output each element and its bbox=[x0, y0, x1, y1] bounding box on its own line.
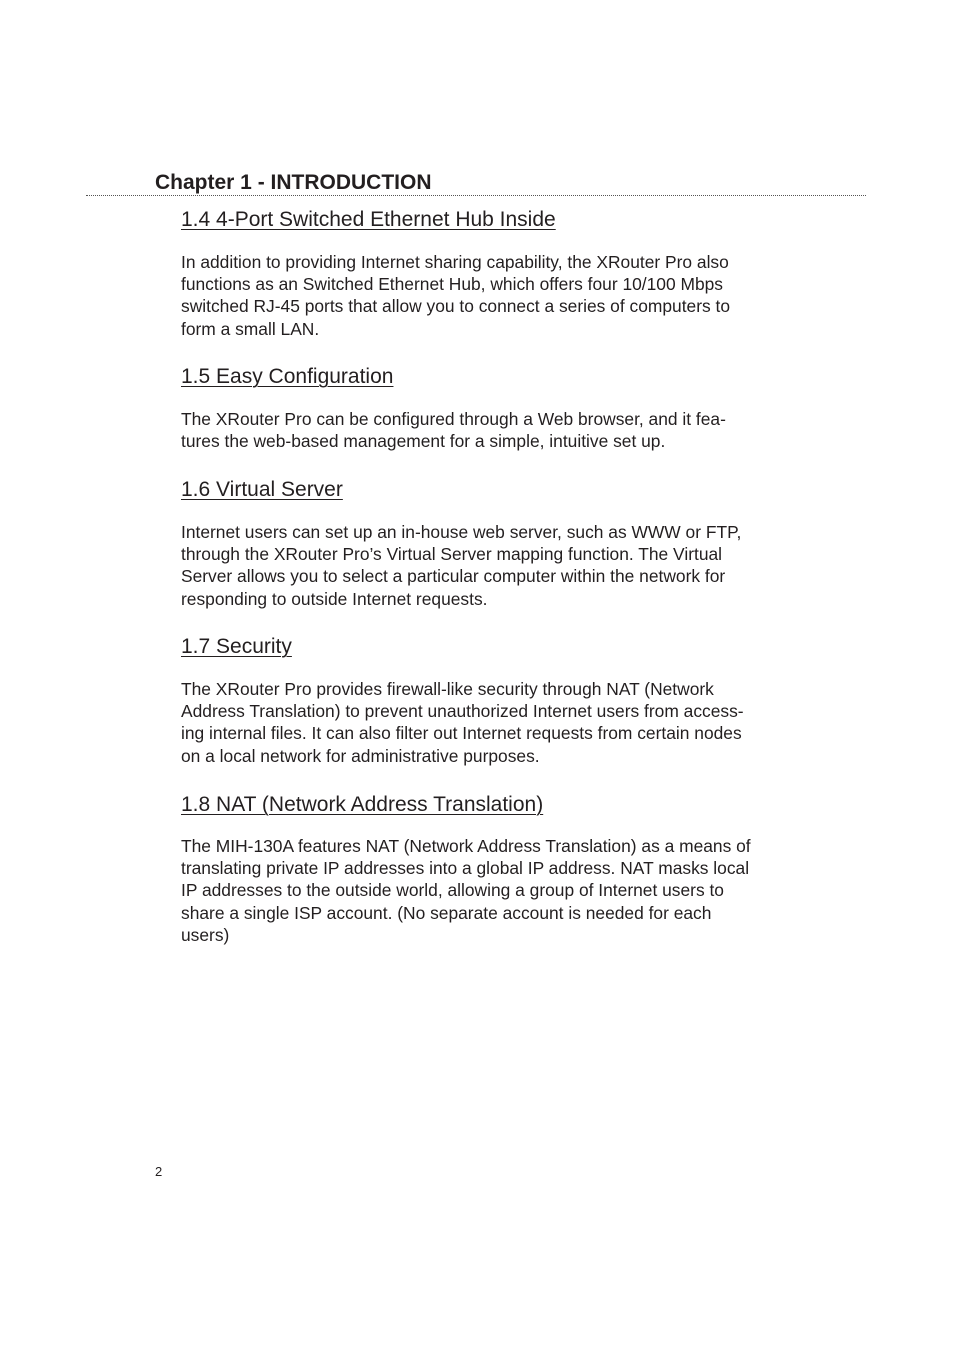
body-line: IP addresses to the outside world, allowing a group of Internet users to bbox=[181, 880, 724, 901]
section-heading-nat: 1.8 NAT (Network Address Translation) bbox=[181, 793, 544, 816]
section-heading-configuration: 1.5 Easy Configuration bbox=[181, 365, 394, 388]
body-line: translating private IP addresses into a global IP address. NAT masks local bbox=[181, 858, 750, 879]
body-line: form a small LAN. bbox=[181, 318, 320, 339]
chapter-dotted-rule bbox=[86, 195, 866, 196]
section-heading-security: 1.7 Security bbox=[181, 635, 292, 658]
section-heading-virtual-server: 1.6 Virtual Server bbox=[181, 478, 343, 501]
body-line: In addition to providing Internet sharing capability, the XRouter Pro also bbox=[181, 252, 729, 272]
body-line: ing internal files. It can also filter out Internet requests from certain nodes bbox=[181, 723, 742, 744]
body-line: responding to outside Internet requests. bbox=[181, 588, 488, 609]
body-line: Address Translation) to prevent unauthorized Internet users from access- bbox=[181, 701, 744, 722]
body-line: users) bbox=[181, 924, 230, 945]
body-line: share a single ISP account. (No separate account is needed for each bbox=[181, 902, 712, 923]
body-line: through the XRouter Pro’s Virtual Server mapping function. The Virtual bbox=[181, 544, 723, 565]
body-line: Internet users can set up an in-house web server, such as WWW or FTP, bbox=[181, 522, 742, 542]
body-line: Server allows you to select a particular computer within the network for bbox=[181, 566, 726, 587]
page-number: 2 bbox=[155, 1164, 163, 1179]
chapter-header: Chapter 1 - INTRODUCTION bbox=[155, 171, 432, 194]
body-line: switched RJ-45 ports that allow you to connect a series of computers to bbox=[181, 296, 731, 317]
body-line: on a local network for administrative purposes. bbox=[181, 745, 540, 766]
section-body-hub bbox=[181, 251, 730, 340]
section-body-security bbox=[181, 678, 744, 767]
body-line: The MIH-130A features NAT (Network Address Translation) as a means of bbox=[181, 836, 751, 856]
body-line: The XRouter Pro provides firewall-like security through NAT (Network bbox=[181, 679, 714, 699]
section-body-virtual-server bbox=[181, 521, 741, 610]
section-heading-hub: 1.4 4-Port Switched Ethernet Hub Inside bbox=[181, 208, 556, 231]
body-line: functions as an Switched Ethernet Hub, which offers four 10/100 Mbps bbox=[181, 274, 723, 295]
section-body-nat bbox=[181, 835, 751, 946]
body-line: The XRouter Pro can be configured through a Web browser, and it fea- bbox=[181, 409, 726, 429]
body-line: tures the web-based management for a simple, intuitive set up. bbox=[181, 431, 666, 452]
section-body-configuration bbox=[181, 408, 726, 452]
